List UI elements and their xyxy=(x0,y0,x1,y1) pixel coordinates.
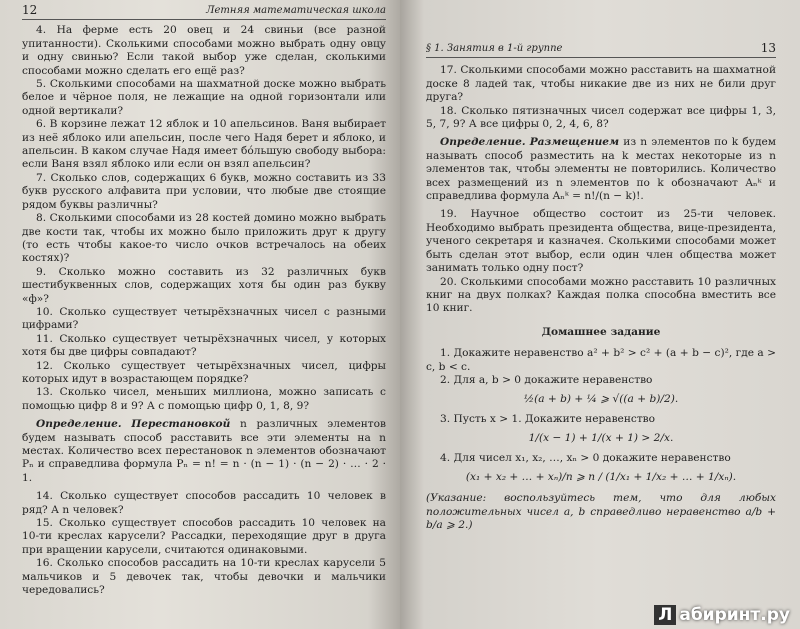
homework-title: Домашнее задание xyxy=(541,325,661,338)
problem-11: 11. Сколько существует четырёхзначных чисел, у которых хотя бы две цифры совпадают? xyxy=(22,332,386,359)
homework-2: 2. Для a, b > 0 докажите неравенство xyxy=(440,373,653,386)
definition-text: n различных элементов будем называть способ расставить все эти элементы на n местах. Количество всех перестановок n элементов обозначают Pₙ и справедлива формула Pₙ = n! = n · (n − 1) · (n − 2) · … · 2 · 1. xyxy=(22,418,386,484)
labirint-logo-icon: Л xyxy=(654,605,676,625)
section-title: § 1. Занятия в 1-й группе xyxy=(426,43,563,54)
arrangement-definition xyxy=(426,136,776,203)
problem-4: 4. На ферме есть 20 овец и 24 свиньи (все разной упитанности). Сколькими способами можно выбрать одну овцу и одну свинью? Если такой выбор уже сделан, сколькими способами можно сделать его ещё раз? xyxy=(22,24,386,77)
problem-8: 8. Сколькими способами из 28 костей домино можно выбрать две кости так, чтобы их можно было приложить друг к другу (то есть чтобы какое-то число очков встречалось на обеих костях)? xyxy=(22,212,386,265)
problem-20: 20. Сколькими способами можно расставить 10 различных книг на двух полках? Каждая полка способна вместить все 10 книг. xyxy=(426,275,776,315)
problem-7: 7. Сколько слов, содержащих 6 букв, можно составить из 33 букв русского алфавита при условии, что любые две стоящие рядом буквы различны? xyxy=(22,171,386,211)
homework-hint: (Указание: воспользуйтесь тем, что для любых положительных чисел a, b справедливо неравенство a/b + b/a ⩾ 2.) xyxy=(426,492,776,532)
watermark-text: абиринт.ру xyxy=(679,605,790,625)
left-page-number: 12 xyxy=(22,3,38,17)
problem-5: 5. Сколькими способами на шахматной доске можно выбрать белое и чёрное поля, не лежащие на одной горизонтали или одной вертикали? xyxy=(22,78,386,117)
homework-4: 4. Для чисел x₁, x₂, …, xₙ > 0 докажите неравенство xyxy=(440,451,731,464)
problem-15: 15. Сколько существует способов рассадить 10 человек на 10-ти креслах карусели? Рассадки, переходящие друг в друга при вращении карусели, считаются одинаковыми. xyxy=(22,517,386,556)
definition-text: из n элементов по k будем называть способ разместить на k местах некоторые из n элементов так, чтобы элементы не повторились. Количество всех размещений из n элементов по k обозначают Aₙᵏ и справедлива формула Aₙᵏ = n!/(n − k)!. xyxy=(426,136,776,203)
definition-term: Размещением xyxy=(529,136,620,149)
homework-1: 1. Докажите неравенство a² + b² > c² + (a + b − c)², где a > c, b < c. xyxy=(426,347,776,373)
homework-3: 3. Пусть x > 1. Докажите неравенство xyxy=(440,412,656,425)
problem-6: 6. В корзине лежат 12 яблок и 10 апельсинов. Ваня выбирает из неё яблоко или апельсин, после чего Надя берет и яблоко, и апельсин. В каком случае Надя имеет бóльшую свободу выбора: если Ваня взял яблоко или если он взял апельсин? xyxy=(22,118,386,171)
left-running-head: Летняя математическая школа xyxy=(206,5,386,16)
problem-18: 18. Сколько пятизначных чисел содержат все цифры 1, 3, 5, 7, 9? А все цифры 0, 2, 4, 6, 8? xyxy=(426,104,776,131)
problem-12: 12. Сколько существует четырёхзначных чисел, цифры которых идут в возрастающем порядке? xyxy=(22,359,386,385)
right-page-header xyxy=(426,42,776,58)
problem-10: 10. Сколько существует четырёхзначных чисел с разными цифрами? xyxy=(22,305,386,332)
problem-16: 16. Сколько способов рассадить на 10-ти креслах карусели 5 мальчиков и 5 девочек так, чтобы девочки и мальчики чередовались? xyxy=(22,557,386,597)
problem-13: 13. Сколько чисел, меньших миллиона, можно записать с помощью цифр 8 и 9? А с помощью цифр 0, 1, 8, 9? xyxy=(22,386,386,412)
problem-9: 9. Сколько можно составить из 32 различных букв шестибуквенных слов, содержащих хотя бы один раз букву «ф»? xyxy=(22,265,386,305)
problem-14: 14. Сколько существует способов рассадить 10 человек в ряд? А n человек? xyxy=(22,490,386,516)
homework-3-formula: 1/(x − 1) + 1/(x + 1) > 2/x. xyxy=(528,432,674,445)
right-page-number: 13 xyxy=(760,41,776,55)
definition-head: Определение. xyxy=(36,418,122,431)
homework-4-formula: (x₁ + x₂ + … + xₙ)/n ⩾ n / (1/x₁ + 1/x₂ + … + 1/xₙ). xyxy=(465,470,737,483)
problem-17: 17. Сколькими способами можно расставить на шахматной доске 8 ладей так, чтобы никакие две из них не били друг друга? xyxy=(426,64,776,104)
permutation-definition xyxy=(22,418,386,485)
labirint-watermark xyxy=(654,605,790,625)
left-page-header xyxy=(22,4,386,20)
definition-head: Определение. xyxy=(440,136,526,149)
problem-19: 19. Научное общество состоит из 25-ти человек. Необходимо выбрать президента общества, вице-президента, ученого секретаря и казначея. Сколькими способами может быть сделан этот выбор, если один член общества может занимать только одну пост? xyxy=(426,208,776,275)
homework-2-formula: ½(a + b) + ¼ ⩾ √((a + b)/2). xyxy=(523,393,679,406)
right-page xyxy=(400,0,800,629)
definition-term: Перестановкой xyxy=(131,418,231,431)
